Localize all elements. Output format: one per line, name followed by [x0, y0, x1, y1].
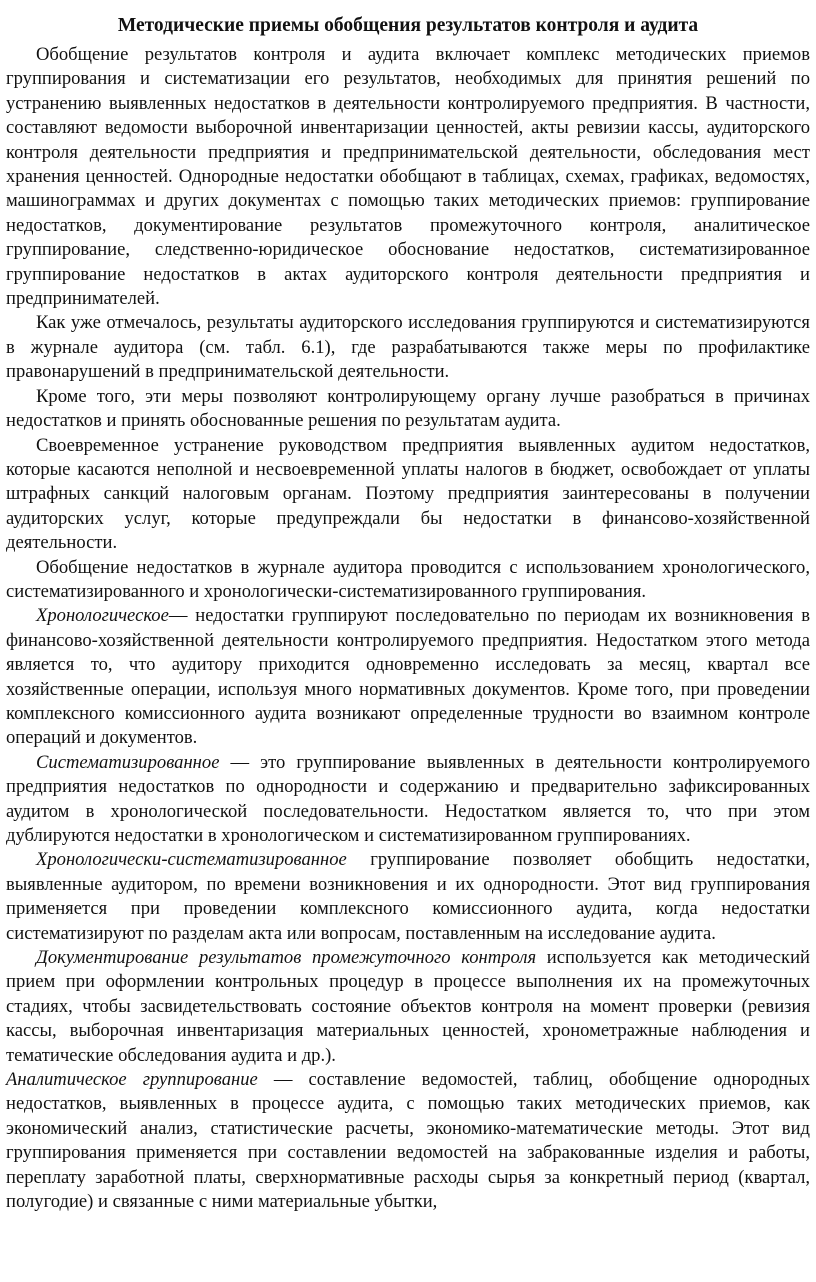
paragraph-systematized-text: — это группирование выявленных в деятельности контролируемого предприятия недостатков по однородности и содержанию и предварительно зафиксированных аудитом в хронологической последовательности. Недостатком является то, что при этом дублируются недостатки в хронологическом и систематизированном группированиях. — [6, 751, 810, 846]
paragraph-1 — [6, 43, 810, 311]
paragraph-3 — [6, 385, 810, 434]
term-documenting: Документирование результатов промежуточного контроля — [36, 947, 537, 969]
paragraph-chrono-systematized — [6, 848, 810, 946]
paragraph-4 — [6, 434, 810, 556]
paragraph-3-text: Кроме того, эти меры позволяют контролирующему органу лучше разобраться в причинах недостатков и принять обоснованные решения по результатам аудита. — [6, 385, 810, 432]
paragraph-5 — [6, 556, 810, 605]
paragraph-documenting — [6, 946, 810, 1068]
paragraph-analytical — [6, 1068, 810, 1214]
term-systematized: Систематизированное — [36, 751, 220, 773]
paragraph-chronological — [6, 604, 810, 750]
paragraph-chrono-systematized-text: группирование позволяет обобщить недостатки, выявленные аудитором, по времени возникновения и их однородности. Этот вид группирования применяется при проведении комплексного комиссионного аудита, когда недостатки систематизируют по разделам акта или вопросам, поставленным на исследование аудита. — [6, 849, 810, 944]
term-chronological: Хронологическое — [36, 605, 169, 627]
paragraph-2-text: Как уже отмечалось, результаты аудиторского исследования группируются и систематизируются в журнале аудитора (см. табл. 6.1), где разрабатываются также меры по профилактике правонарушений в предпринимательской деятельности. — [6, 312, 810, 383]
paragraph-systematized — [6, 751, 810, 849]
paragraph-documenting-text: используется как методический прием при оформлении контрольных процедур в процессе выполнения их на промежуточных стадиях, чтобы засвидетельствовать состояние объектов контроля на момент проверки (ревизия кассы, выборочная инвентаризация материальных ценностей, хронометражные наблюдения и тематические обследования аудита и др.). — [6, 947, 810, 1066]
paragraph-5-text: Обобщение недостатков в журнале аудитора проводится с использованием хронологического, систематизированного и хронологически-систематизированного группирования. — [6, 556, 810, 602]
paragraph-chronological-text: — недостатки группируют последовательно по периодам их возникновения в финансово-хозяйственной деятельности контролируемого предприятия. Недостатком этого метода является то, что аудитору приходится одновременно исследовать за месяц, квартал все хозяйственные операции, используя много нормативных документов. Кроме того, при проведении комплексного комиссионного аудита возникают определенные трудности во взаимном контроле операций и документов. — [6, 605, 810, 749]
paragraph-analytical-text: — составление ведомостей, таблиц, обобщение однородных недостатков, выявленных в процессе аудита, с помощью таких методических приемов, как экономический анализ, статистические расчеты, экономико-математические методы. Этот вид группирования применяется при составлении ведомостей на забракованные изделия и работы, переплату заработной платы, сверхнормативные расходы сырья за конкретный период (квартал, полугодие) и связанные с ними материальные убытки, — [6, 1069, 811, 1213]
paragraph-2 — [6, 311, 810, 384]
paragraph-4-text: Своевременное устранение руководством предприятия выявленных аудитом недостатков, которые касаются неполной и несвоевременной уплаты налогов в бюджет, освобождает от уплаты штрафных санкций налоговым органам. Поэтому предприятия заинтересованы в получении аудиторских услуг, которые предупреждали бы недостатки в финансово-хозяйственной деятельности. — [6, 434, 810, 554]
term-chrono-systematized: Хронологически-систематизированное — [36, 849, 347, 871]
document-title: Методические приемы обобщения результатов контроля и аудита — [117, 15, 699, 36]
paragraph-1-text: Обобщение результатов контроля и аудита включает комплекс методических приемов группирования и систематизации его результатов, необходимых для принятия решений по устранению выявленных недостатков в деятельности контролируемого предприятия. В частности, составляют ведомости выборочной инвентаризации ценностей, акты ревизии кассы, аудиторского контроля деятельности предприятия и предпринимательской деятельности, обследования мест хранения ценностей. Однородные недостатки обобщают в таблицах, схемах, графиках, ведомостях, машинограммах и других документах с помощью таких методических приемов: группирование недостатков, документирование результатов промежуточного контроля, аналитическое группирование, следственно-юридическое обоснование недостатков, систематизированное группирование недостатков в актах аудиторского контроля деятельности предприятия и предпринимателей. — [6, 44, 810, 310]
term-analytical: Аналитическое группирование — [6, 1069, 258, 1091]
